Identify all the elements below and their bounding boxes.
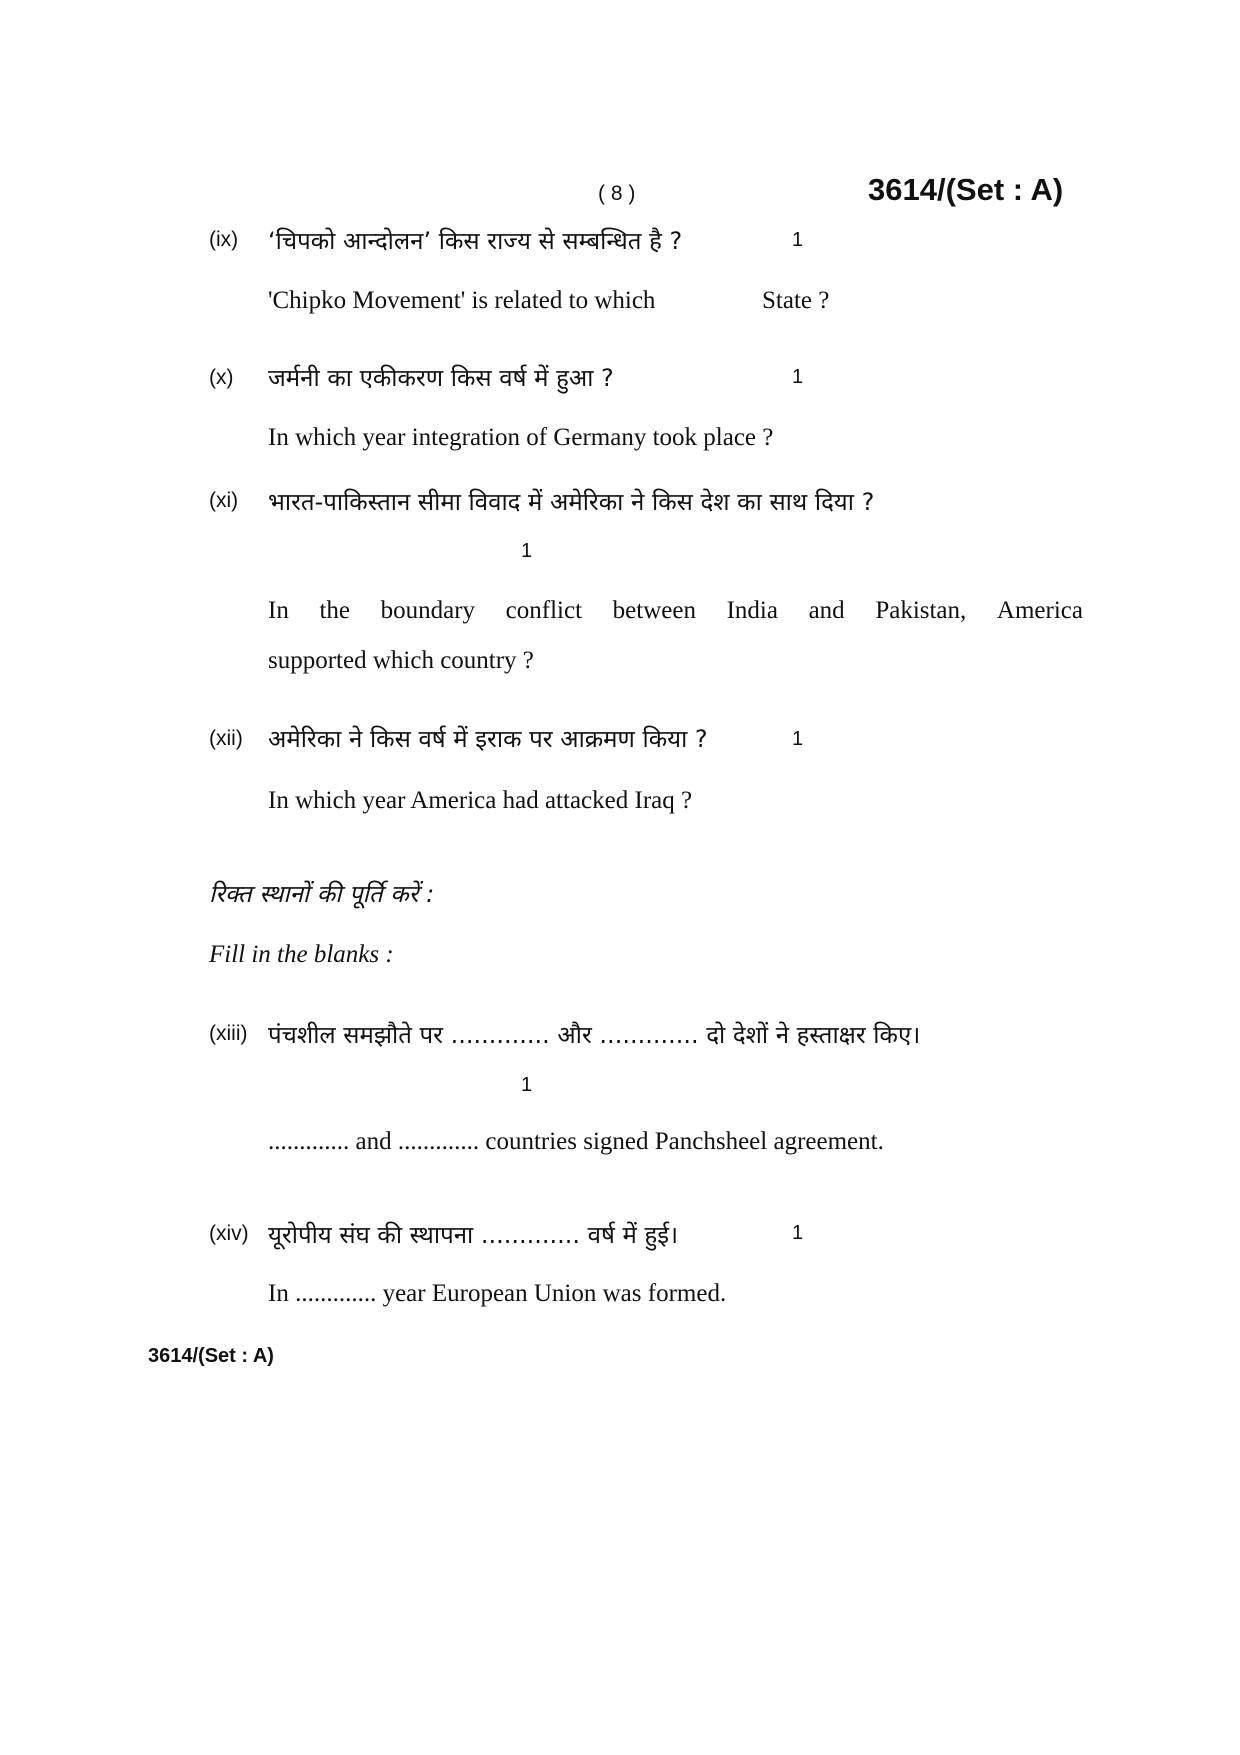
word: between <box>612 597 696 624</box>
word: conflict <box>505 597 583 624</box>
question-english: In which year America had attacked Iraq ? <box>268 787 693 814</box>
word: America <box>996 597 1083 624</box>
question-english: In ............. year European Union was formed. <box>268 1280 727 1307</box>
word: and <box>808 597 845 624</box>
question-marks: 1 <box>792 728 804 750</box>
section-heading-hindi: रिक्त स्थानों की पूर्ति करें : <box>209 880 435 908</box>
word: the <box>319 597 350 624</box>
question-marks: 1 <box>792 1222 804 1244</box>
question-hindi: यूरोपीय संघ की स्थापना ............. वर्ष में हुई। <box>268 1221 679 1249</box>
question-marks: 1 <box>521 1074 533 1096</box>
question-english-line1 <box>268 597 1083 625</box>
question-number: (ix) <box>209 228 239 251</box>
question-english-line2: supported which country ? <box>268 647 534 674</box>
question-hindi: भारत-पाकिस्तान सीमा विवाद में अमेरिका ने किस देश का साथ दिया ? <box>268 488 875 516</box>
question-number: (xi) <box>209 489 239 512</box>
word: boundary <box>380 597 476 624</box>
question-english: 'Chipko Movement' is related to which <box>268 287 656 314</box>
question-hindi: पंचशील समझौते पर ............. और ............. दो देशों ने हस्ताक्षर किए। <box>268 1021 921 1049</box>
question-marks: 1 <box>521 540 533 562</box>
question-number: (xii) <box>209 727 243 750</box>
question-number: (xiii) <box>209 1022 248 1045</box>
paper-code-footer: 3614/(Set : A) <box>148 1345 274 1367</box>
word: India <box>726 597 778 624</box>
question-hindi: अमेरिका ने किस वर्ष में इराक पर आक्रमण किया ? <box>268 725 708 753</box>
question-marks: 1 <box>792 366 804 388</box>
page-number: ( 8 ) <box>598 182 636 205</box>
paper-code-header: 3614/(Set : A) <box>868 172 1064 207</box>
question-number: (xiv) <box>209 1222 249 1245</box>
question-marks: 1 <box>792 229 804 251</box>
question-english: ............. and ............. countries signed Panchsheel agreement. <box>268 1128 884 1155</box>
word: Pakistan, <box>875 597 967 624</box>
section-heading-english: Fill in the blanks : <box>209 941 394 968</box>
question-english: In which year integration of Germany took place ? <box>268 424 774 451</box>
word: In <box>268 597 289 624</box>
question-hindi: ‘चिपको आन्दोलन’ किस राज्य से सम्बन्धित है ? <box>268 227 683 255</box>
question-english-tail: State ? <box>762 287 830 314</box>
question-number: (x) <box>209 366 234 389</box>
question-hindi: जर्मनी का एकीकरण किस वर्ष में हुआ ? <box>268 364 614 392</box>
